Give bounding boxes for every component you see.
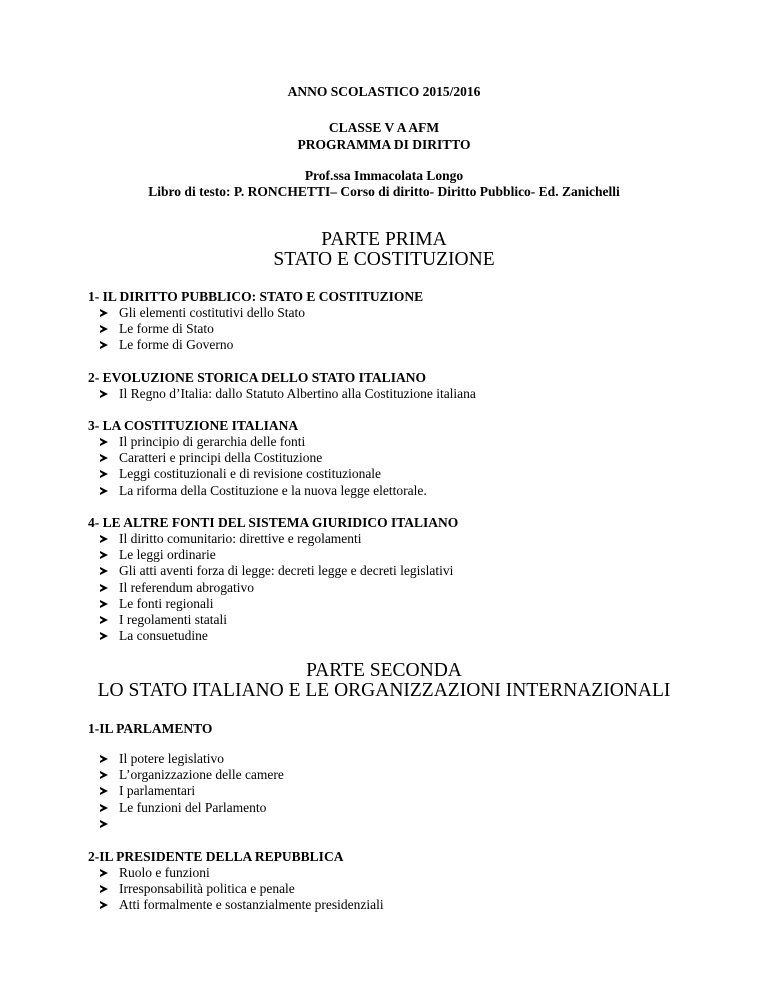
section-title: 1- IL DIRITTO PUBBLICO: STATO E COSTITUZIONE [88, 289, 424, 304]
arrow-bullet-icon [100, 632, 108, 640]
section-title: 3- LA COSTITUZIONE ITALIANA [88, 418, 299, 433]
arrow-bullet-icon [100, 341, 108, 349]
arrow-bullet-icon [100, 487, 108, 495]
arrow-bullet-icon [100, 390, 108, 398]
document-page: ANNO SCOLASTICO 2015/2016 CLASSE V A AFM PROGRAMMA DI DIRITTO Prof.ssa Immacolata Longo Libro di testo: P. RONCHETTI– Corso di diritto- Diritto Pubblico- Ed. Zanichelli PARTE PRIMA STATO E COSTITUZIONE 1- IL DIRITTO PUBBLICO: STATO E COSTITUZIONE Gli elementi costitutivi dello Stato Le forme di Stato Le forme di Governo 2- EVOLUZIONE STORICA DELLO STATO ITALIANO Il Regno d’Italia: dallo Statuto Albertino alla Costituzione italiana 3- LA COSTITUZIONE ITALIANA Il principio di gerarchia delle fonti Caratteri e principi della Costituzione Leggi costituzionali e di revisione costituzionale La riforma della Costituzione e la nuova legge elettorale. 4- LE ALTRE FONTI DEL SISTEMA GIURIDICO ITALIANO Il diritto comunitario: direttive e regolamenti Le leggi ordinarie Gli atti aventi forza di legge: decreti legge e decreti legislativi Il referendum abrogativo Le fonti regionali I regolamenti statali La consuetudine PARTE SECONDA LO STATO ITALIANO E LE ORGANIZZAZIONI INTERNAZIONALI 1-IL PARLAMENTO Il potere legislativo L’organizzazione delle camere I parlamentari Le funzioni del Parlamento 2-IL PRESIDENTE DELLA REPUBBLICA Ruolo e funzioni Irresponsabilità politica e penale Atti formalmente e sostanzialmente presidenziali [0, 0, 768, 994]
school-year: ANNO SCOLASTICO 2015/2016 [287, 84, 481, 99]
section-title: 2- EVOLUZIONE STORICA DELLO STATO ITALIANO [88, 370, 426, 385]
teacher-name: Prof.ssa Immacolata Longo [304, 168, 464, 183]
section-title: 2-IL PRESIDENTE DELLA REPUBBLICA [88, 849, 344, 864]
arrow-bullet-icon [100, 901, 108, 909]
arrow-bullet-icon [100, 438, 108, 446]
arrow-bullet-icon [100, 567, 108, 575]
part-one-heading: PARTE PRIMA [321, 229, 447, 250]
arrow-bullet-icon [100, 820, 108, 828]
arrow-bullet-icon [100, 309, 108, 317]
arrow-bullet-icon [100, 325, 108, 333]
part-two-subheading: LO STATO ITALIANO E LE ORGANIZZAZIONI INTERNAZIONALI [97, 680, 671, 701]
arrow-bullet-icon [100, 755, 108, 763]
arrow-bullet-icon [100, 869, 108, 877]
arrow-bullet-icon [100, 584, 108, 592]
section-title: 4- LE ALTRE FONTI DEL SISTEMA GIURIDICO ITALIANO [88, 515, 459, 530]
program-title: PROGRAMMA DI DIRITTO [297, 137, 471, 152]
arrow-bullet-icon [100, 885, 108, 893]
part-one-subheading: STATO E COSTITUZIONE [273, 249, 495, 270]
textbook-reference: Libro di testo: P. RONCHETTI– Corso di diritto- Diritto Pubblico- Ed. Zanichelli [148, 184, 620, 199]
arrow-bullet-icon [100, 787, 108, 795]
arrow-bullet-icon [100, 551, 108, 559]
section-title: 1-IL PARLAMENTO [88, 721, 213, 736]
arrow-bullet-icon [100, 600, 108, 608]
arrow-bullet-icon [100, 535, 108, 543]
arrow-bullet-icon [100, 454, 108, 462]
class-label: CLASSE V A AFM [328, 120, 440, 135]
arrow-bullet-icon [100, 771, 108, 779]
part-two-heading: PARTE SECONDA [306, 660, 462, 681]
arrow-bullet-icon [100, 804, 108, 812]
arrow-bullet-icon [100, 470, 108, 478]
arrow-bullet-icon [100, 616, 108, 624]
